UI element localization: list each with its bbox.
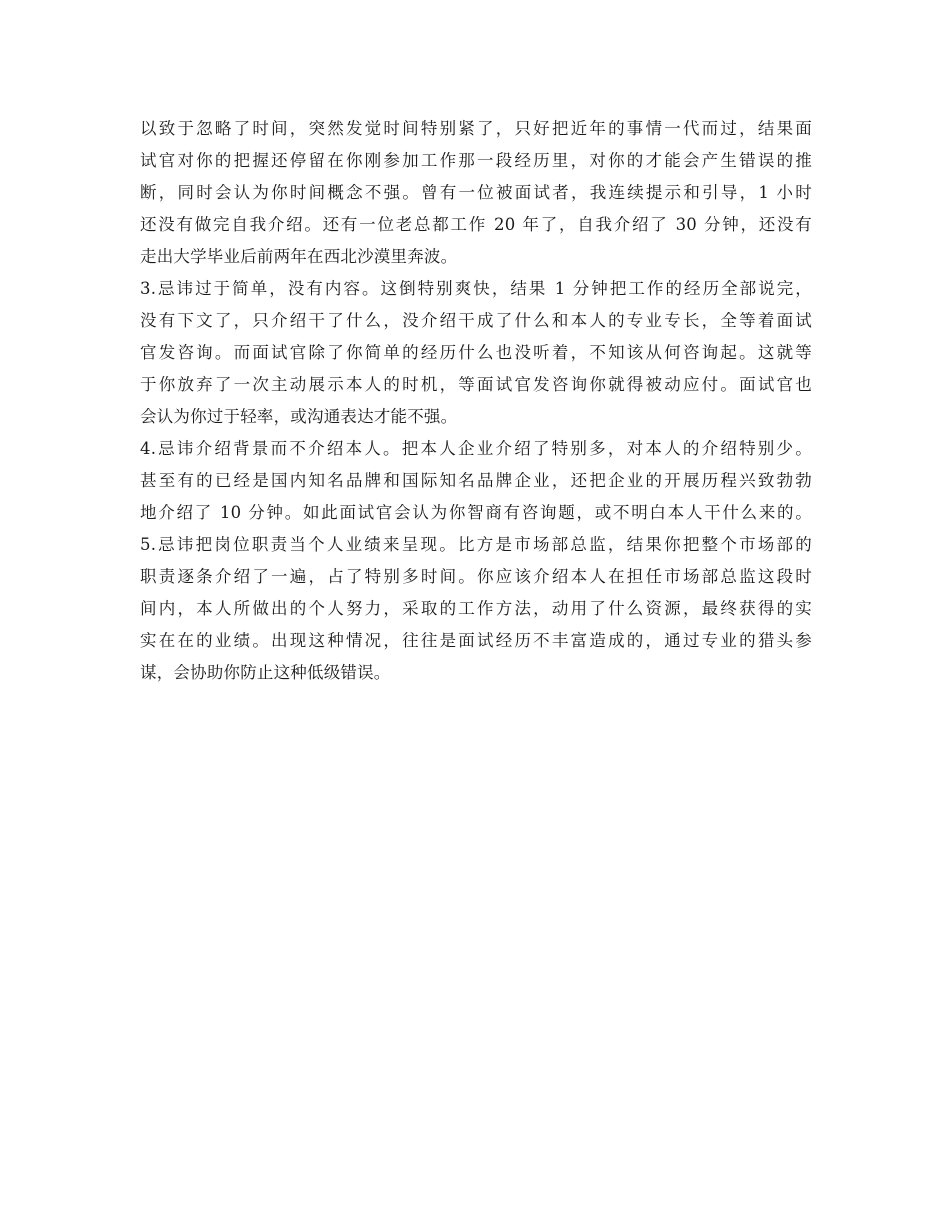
text-line: 试官对你的把握还停留在你刚参加工作那一段经历里，对你的才能会产生错误的推 (140, 151, 812, 170)
text-line: 4.忌讳介绍背景而不介绍本人。把本人企业介绍了特别多，对本人的介绍特别少。 (140, 439, 812, 458)
text-line: 实在在的业绩。出现这种情况，往往是面试经历不丰富造成的，通过专业的猎头参 (140, 631, 812, 650)
text-line: 走出大学毕业后前两年在西北沙漠里奔波。 (140, 247, 458, 266)
text-line: 3.忌讳过于简单，没有内容。这倒特别爽快，结果 1 分钟把工作的经历全部说完， (140, 279, 812, 298)
text-line: 以致于忽略了时间，突然发觉时间特别紧了，只好把近年的事情一代而过，结果面 (140, 119, 812, 138)
paragraph-time-management (140, 113, 812, 273)
paragraph-point-3 (140, 273, 812, 433)
text-line: 会认为你过于轻率，或沟通表达才能不强。 (140, 407, 458, 426)
paragraph-point-5 (140, 529, 812, 689)
text-line: 间内，本人所做出的个人努力，采取的工作方法，动用了什么资源，最终获得的实 (140, 599, 812, 618)
text-line: 官发咨询。而面试官除了你简单的经历什么也没听着，不知该从何咨询起。这就等 (140, 343, 812, 362)
text-line: 职责逐条介绍了一遍，占了特别多时间。你应该介绍本人在担任市场部总监这段时 (140, 567, 812, 586)
text-line: 地介绍了 10 分钟。如此面试官会认为你智商有咨询题，或不明白本人干什么来的。 (140, 503, 812, 522)
text-line: 断，同时会认为你时间概念不强。曾有一位被面试者，我连续提示和引导，1 小时 (140, 183, 812, 202)
text-line: 还没有做完自我介绍。还有一位老总都工作 20 年了，自我介绍了 30 分钟，还没有 (140, 215, 812, 234)
paragraph-point-4 (140, 433, 812, 529)
text-line: 没有下文了，只介绍干了什么，没介绍干成了什么和本人的专业专长，全等着面试 (140, 311, 812, 330)
text-line: 谋，会协助你防止这种低级错误。 (140, 663, 391, 682)
text-line: 甚至有的已经是国内知名品牌和国际知名品牌企业，还把企业的开展历程兴致勃勃 (140, 471, 812, 490)
text-line: 于你放弃了一次主动展示本人的时机，等面试官发咨询你就得被动应付。面试官也 (140, 375, 812, 394)
text-line: 5.忌讳把岗位职责当个人业绩来呈现。比方是市场部总监，结果你把整个市场部的 (140, 535, 812, 554)
document-body (140, 113, 812, 689)
